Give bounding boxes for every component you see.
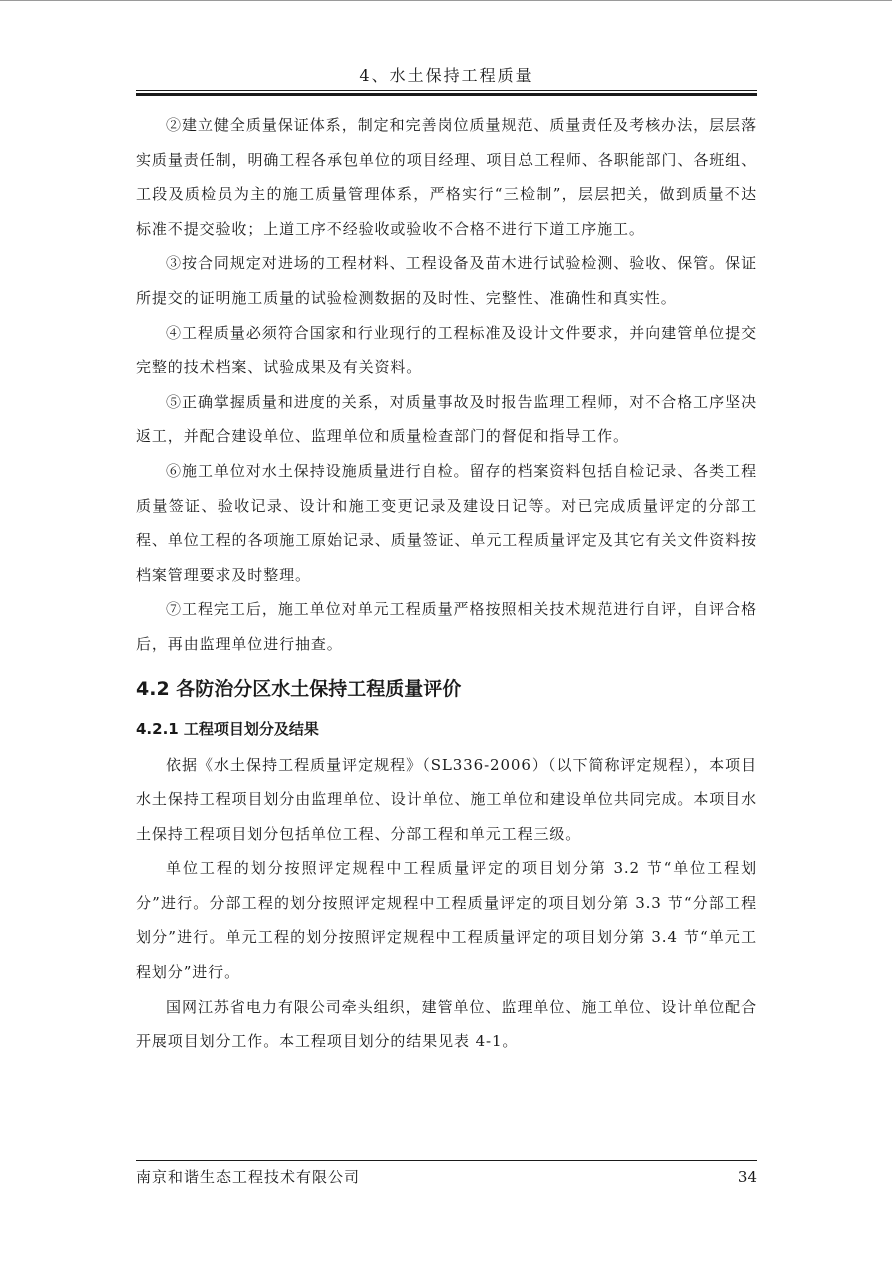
- footer-company: 南京和谐生态工程技术有限公司: [136, 1168, 361, 1186]
- paragraph-self-inspection: ⑥施工单位对水土保持设施质量进行自检。留存的档案资料包括自检记录、各类工程质量签证、验收记录、设计和施工变更记录及建设日记等。对已完成质量评定的分部工程、单位工程的各项施工原始记录、质量签证、单元工程质量评定及其它有关文件资料按档案管理要求及时整理。: [136, 461, 757, 584]
- paragraph-standards-compliance: ④工程质量必须符合国家和行业现行的工程标准及设计文件要求，并向建管单位提交完整的技术档案、试验成果及有关资料。: [136, 323, 757, 377]
- running-header: 4、水土保持工程质量: [359, 66, 534, 85]
- paragraph-quality-progress: ⑤正确掌握质量和进度的关系，对质量事故及时报告监理工程师，对不合格工序坚决返工，并配合建设单位、监理单位和质量检查部门的督促和指导工作。: [136, 392, 757, 446]
- subsection-heading: 4.2.1 工程项目划分及结果: [136, 719, 319, 738]
- paragraph-completion-review: ⑦工程完工后，施工单位对单元工程质量严格按照相关技术规范进行自评，自评合格后，再由监理单位进行抽查。: [136, 600, 757, 653]
- page-body: [136, 108, 757, 1059]
- paragraph-division-organization: 国网江苏省电力有限公司牵头组织，建管单位、监理单位、施工单位、设计单位配合开展项目划分工作。本工程项目划分的结果见表 4-1。: [136, 997, 757, 1051]
- paragraph-material-testing: ③按合同规定对进场的工程材料、工程设备及苗木进行试验检测、验收、保管。保证所提交的证明施工质量的试验检测数据的及时性、完整性、准确性和真实性。: [136, 254, 757, 307]
- header-rule-thick: [136, 93, 757, 96]
- header-rule-thin: [136, 90, 757, 91]
- paragraph-division-rules: 单位工程的划分按照评定规程中工程质量评定的项目划分第 3.2 节“单位工程划分”进行。分部工程的划分按照评定规程中工程质量评定的项目划分第 3.3 节“分部工程划分”进行。单元工程的划分按照评定规程中工程质量评定的项目划分第 3.4 节“单元工程划分”进行。: [136, 859, 757, 982]
- section-heading: 4.2 各防治分区水土保持工程质量评价: [136, 677, 462, 700]
- paragraph-quality-system: ②建立健全质量保证体系，制定和完善岗位质量规范、质量责任及考核办法，层层落实质量责任制，明确工程各承包单位的项目经理、项目总工程师、各职能部门、各班组、工段及质检员为主的施工质量管理体系，严格实行“三检制”，层层把关，做到质量不达标准不提交验收；上道工序不经验收或验收不合格不进行下道工序施工。: [136, 116, 757, 238]
- footer-rule: [136, 1160, 757, 1161]
- page-number: 34: [737, 1168, 757, 1186]
- paragraph-division-basis: 依据《水土保持工程质量评定规程》（SL336-2006）（以下简称评定规程），本项目水土保持工程项目划分由监理单位、设计单位、施工单位和建设单位共同完成。本项目水土保持工程项目划分包括单位工程、分部工程和单元工程三级。: [136, 755, 757, 843]
- page-top-border: [0, 0, 892, 1]
